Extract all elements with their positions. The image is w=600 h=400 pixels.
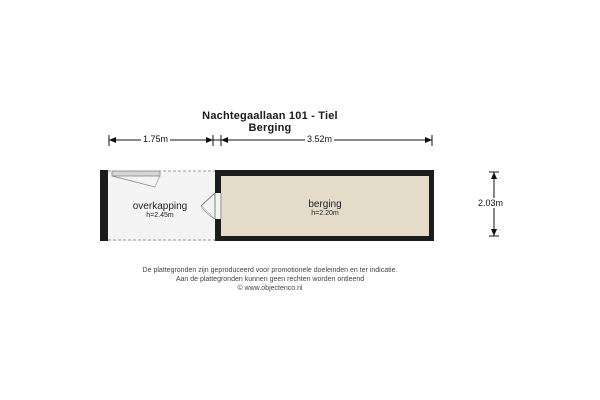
room-height: h=2.45m [146,212,174,219]
dim-overkapping-width: 1.75m [143,134,169,144]
dim-berging-width: 3.52m [307,134,333,144]
disclaimer [0,266,540,293]
disclaimer-line-2: Aan de plattegronden kunnen geen rechten worden ontleend [175,276,365,283]
plan-title: Nachtegaallaan 101 - Tiel [202,110,338,122]
dim-depth: 2.03m [478,198,504,208]
disclaimer-line-1: De plattegronden zijn geproduceerd voor promotionele doeleinden en ter indicatie. [142,267,398,274]
room-label-overkapping [110,201,210,219]
plan-subtitle: Berging [248,122,292,134]
gate-icon [112,171,160,176]
wall-left [100,170,108,241]
room-name: berging [308,199,342,210]
room-name: overkapping [132,201,188,212]
room-label-berging [275,199,375,217]
copyright-line: © www.objectenco.nl [237,285,303,292]
room-height: h=2.20m [311,210,339,217]
